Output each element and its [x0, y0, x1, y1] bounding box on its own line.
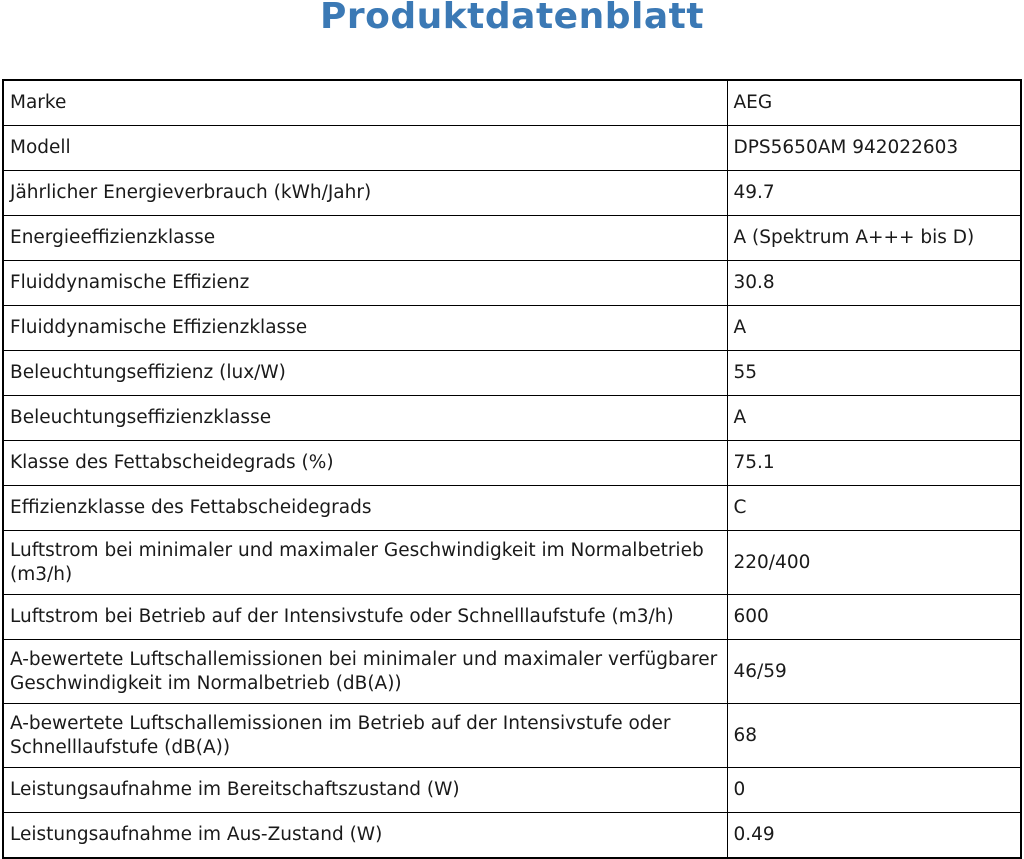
row-label: Energieeffizienzklasse [3, 216, 727, 261]
row-label: Effizienzklasse des Fettabscheidegrads [3, 486, 727, 531]
table-row-energy-class [3, 216, 1021, 261]
table-row-fluid-efficiency [3, 261, 1021, 306]
row-label: Luftstrom bei Betrieb auf der Intensivstufe oder Schnelllaufstufe (m3/h) [3, 595, 727, 640]
row-label: Fluiddynamische Effizienzklasse [3, 306, 727, 351]
table-row-lighting-efficiency-class [3, 396, 1021, 441]
table-row-model [3, 126, 1021, 171]
table-row-brand [3, 80, 1021, 126]
table-row-fluid-efficiency-class [3, 306, 1021, 351]
row-value: 49.7 [727, 171, 1021, 216]
row-label: Beleuchtungseffizienzklasse [3, 396, 727, 441]
row-label: Leistungsaufnahme im Bereitschaftszustand (W) [3, 768, 727, 813]
row-value: A [727, 306, 1021, 351]
table-row-grease-filtering [3, 441, 1021, 486]
table-row-annual-energy [3, 171, 1021, 216]
row-value: 0 [727, 768, 1021, 813]
row-value: 68 [727, 704, 1021, 768]
row-label: Leistungsaufnahme im Aus-Zustand (W) [3, 813, 727, 859]
row-value: 30.8 [727, 261, 1021, 306]
row-value: C [727, 486, 1021, 531]
table-row-grease-filtering-class [3, 486, 1021, 531]
row-value: A [727, 396, 1021, 441]
row-label: Marke [3, 80, 727, 126]
row-label: Klasse des Fettabscheidegrads (%) [3, 441, 727, 486]
table-row-lighting-efficiency [3, 351, 1021, 396]
table-row-power-off [3, 813, 1021, 859]
table-row-airflow-normal [3, 531, 1021, 595]
row-value: 600 [727, 595, 1021, 640]
row-value: 0.49 [727, 813, 1021, 859]
page-title: Produktdatenblatt [319, 0, 705, 37]
row-label: Modell [3, 126, 727, 171]
row-value: 220/400 [727, 531, 1021, 595]
row-value: 75.1 [727, 441, 1021, 486]
product-data-table [2, 79, 1022, 859]
row-label: Jährlicher Energieverbrauch (kWh/Jahr) [3, 171, 727, 216]
row-label: A-bewertete Luftschallemissionen bei minimaler und maximaler verfügbarer Geschwindigkeit im Normalbetrieb (dB(A)) [3, 640, 727, 704]
row-value: A (Spektrum A+++ bis D) [727, 216, 1021, 261]
table-row-airflow-intensive [3, 595, 1021, 640]
table-row-noise-intensive [3, 704, 1021, 768]
table-row-noise-normal [3, 640, 1021, 704]
row-value: 46/59 [727, 640, 1021, 704]
row-label: Luftstrom bei minimaler und maximaler Geschwindigkeit im Normalbetrieb (m3/h) [3, 531, 727, 595]
row-value: AEG [727, 80, 1021, 126]
row-label: Beleuchtungseffizienz (lux/W) [3, 351, 727, 396]
table-row-power-standby [3, 768, 1021, 813]
row-label: A-bewertete Luftschallemissionen im Betrieb auf der Intensivstufe oder Schnelllaufstufe (dB(A)) [3, 704, 727, 768]
row-label: Fluiddynamische Effizienz [3, 261, 727, 306]
row-value: 55 [727, 351, 1021, 396]
row-value: DPS5650AM 942022603 [727, 126, 1021, 171]
